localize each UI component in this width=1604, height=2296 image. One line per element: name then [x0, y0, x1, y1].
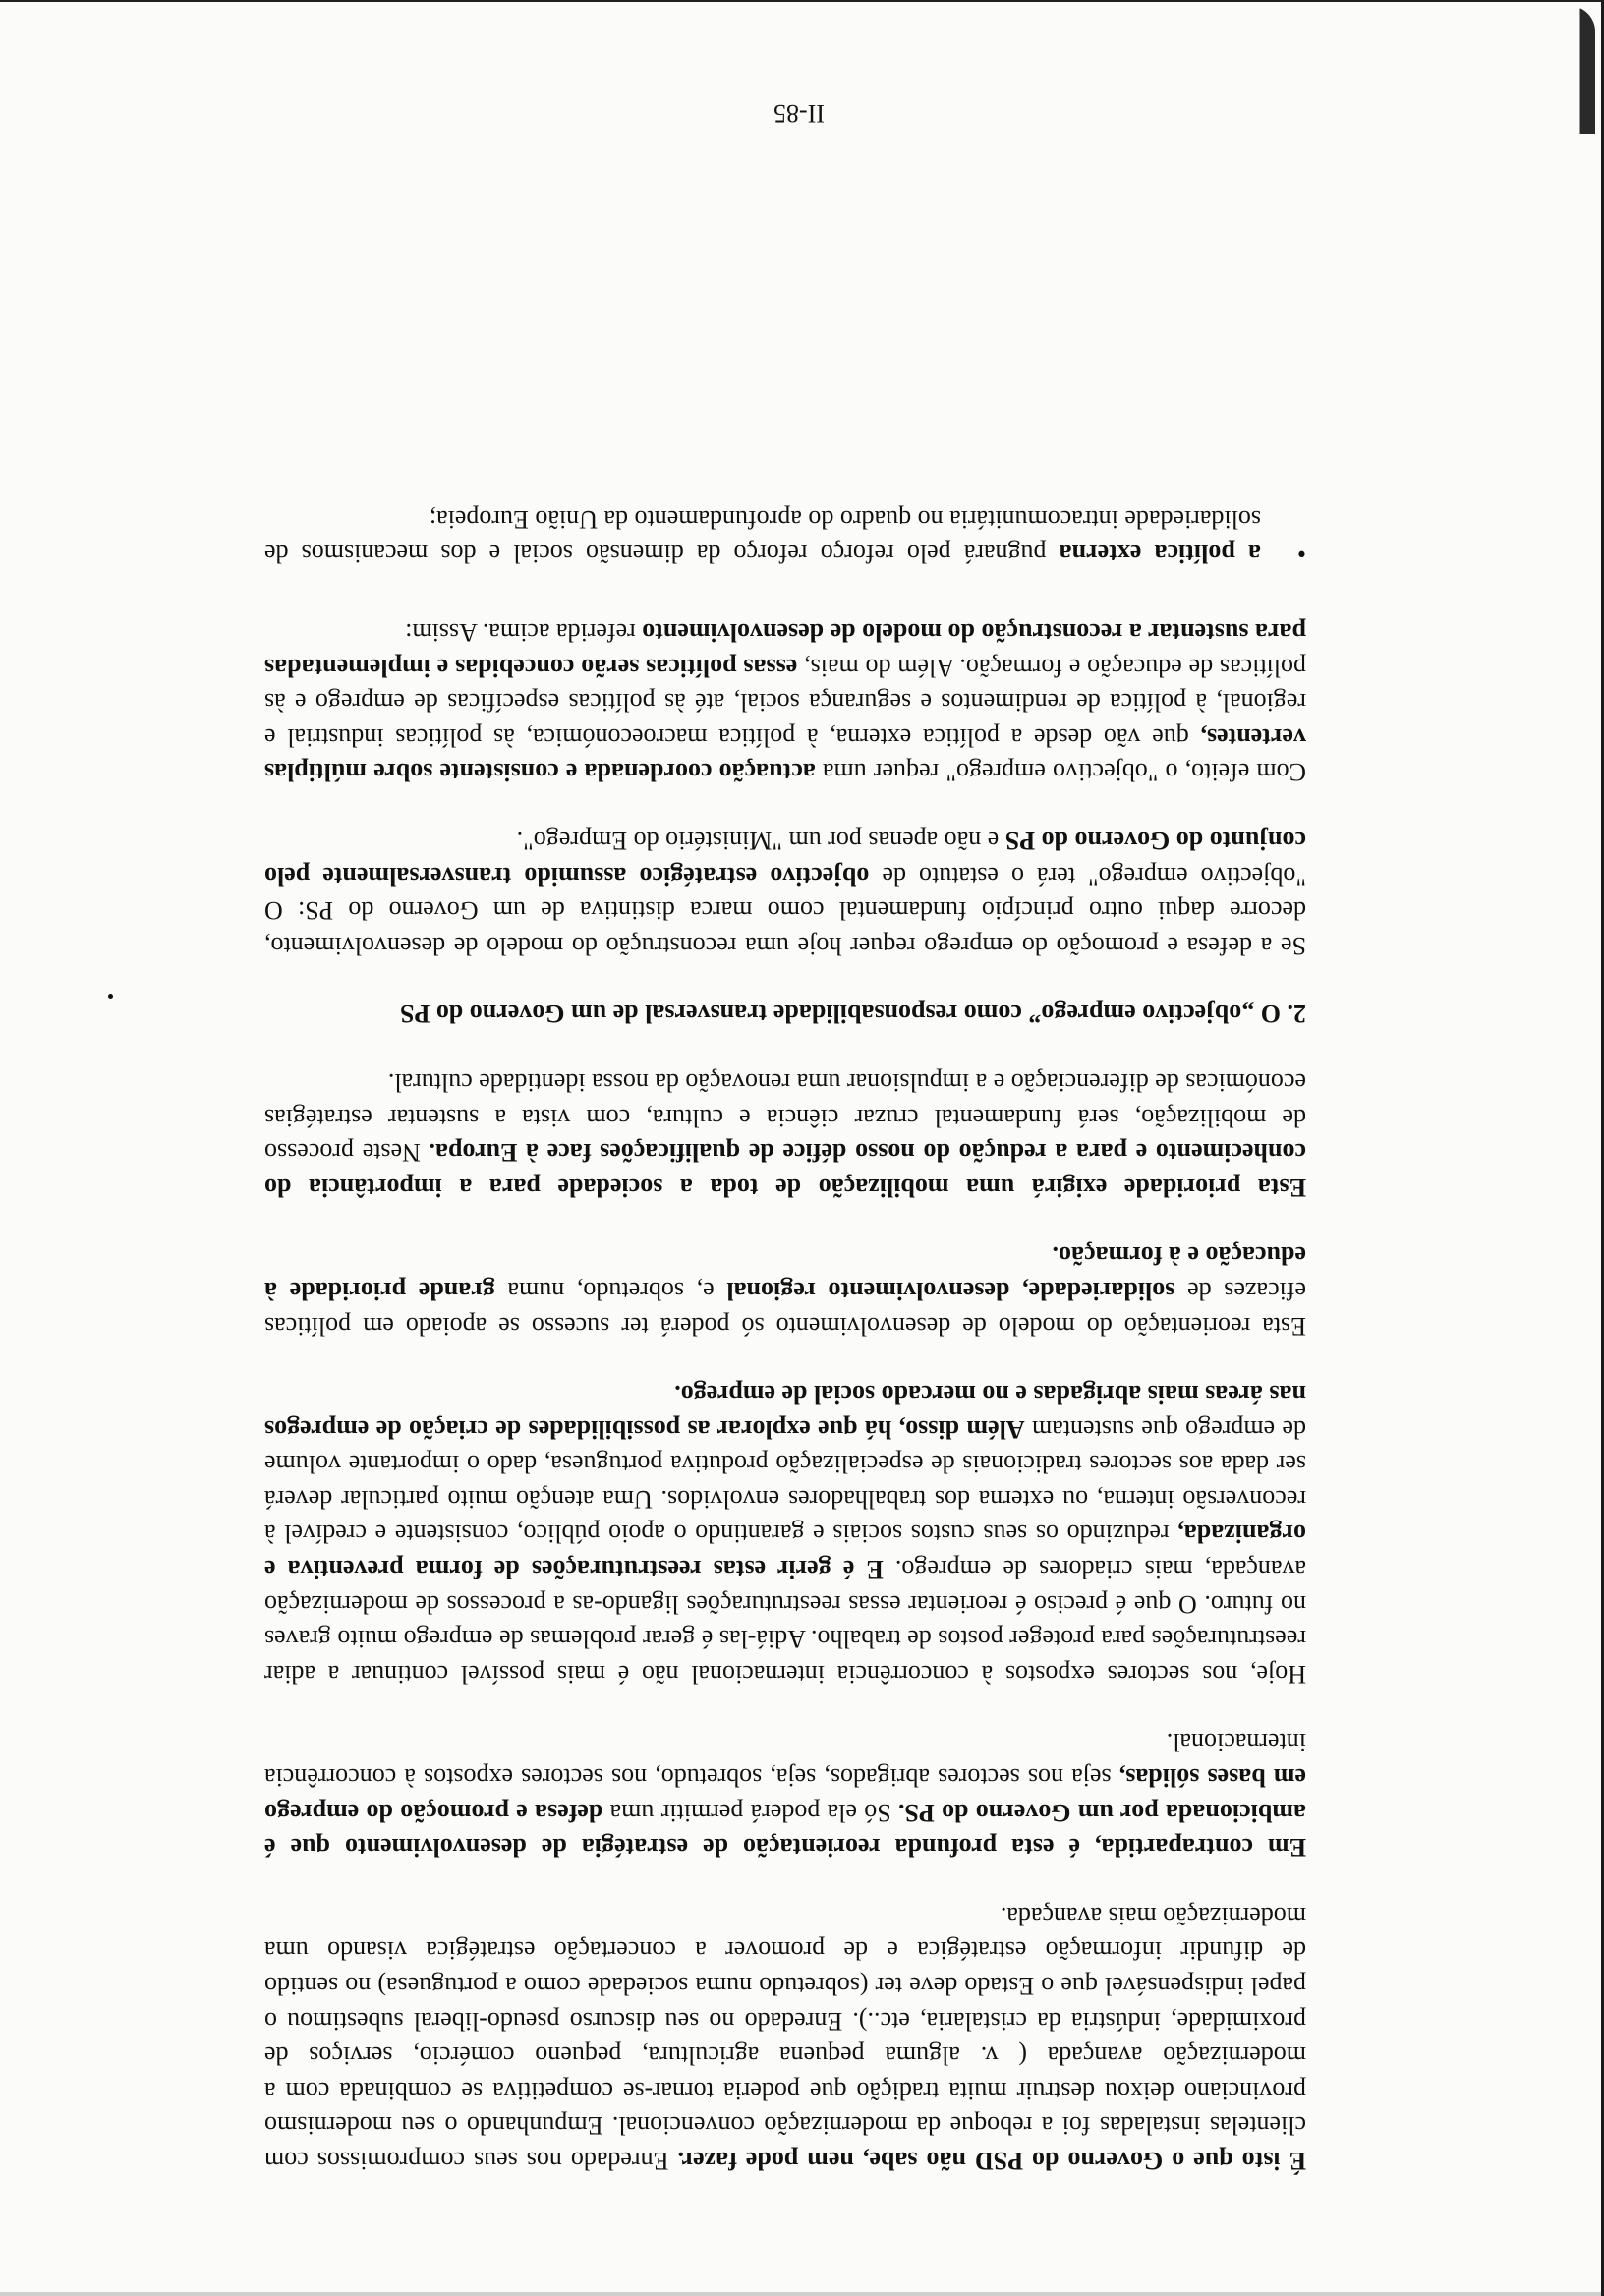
paragraph: [264, 1898, 1306, 2178]
paragraph: [264, 1238, 1306, 1344]
text-run: Hoje, nos sectores expostos à concorrência internacional não é mais possível continuar a adiar reestruturações para proteger postos de trabalho. Adiá-las é gerar problemas de emprego muito graves no futuro. O que é preciso é reorientar essas reestruturações ligando-as a processos de modernização avançada, mais criadores de emprego.: [264, 1555, 1306, 1689]
bold-text-run: Além disso, há que explorar as possibilidades de criação de empregos nas áreas mais abrigadas e no mercado social de emprego.: [263, 1380, 1306, 1444]
text-run: que vão desde a política externa, à política macroeconómica, às políticas industrial e regional, à política de rendimentos e segurança social, até às políticas específicas de emprego e às políticas de educação e formação. Além do mais,: [264, 653, 1306, 752]
bold-text-run: objectivo estratégico assumido transversalmente pelo conjunto do Governo do PS: [264, 827, 1306, 890]
text-run: seja nos sectores abrigados, seja, sobretudo, nos sectores expostos à concorrência internacional.: [264, 1728, 1306, 1793]
scan-speck: [108, 994, 113, 999]
text-run: Enredado nos seus compromissos com clientelas instaladas foi a reboque da modernização convencional. Empunhando o seu modernismo provinciano deixou destruir muita tradição que poderia tornar-se competitiva se combinada com a modernização avançada ( v. alguma pequena agricultura, pequeno comércio, serviços de proximidade, indústria da cristalaria, etc..). Enredado no seu discurso pseudo-liberal subestimou o papel indispensável que o Estado deve ter (sobretudo numa sociedade como a portuguesa) no sentido de difundir informação estratégica e de promover a concertação estratégica visando uma modernização mais avançada.: [264, 1901, 1306, 2175]
text-run: Se a defesa e promoção do emprego requer hoje uma reconstrução do modelo de desenvolvimento, decorre daqui outro princípio fundamental como marca distintiva de um Governo do PS: O "objectivo emprego" terá o estatuto de: [264, 861, 1306, 960]
text-run: Só ela poderá permitir uma: [602, 1798, 898, 1827]
bold-text-run: É isto que o Governo do PSD não sabe, nem pode fazer.: [677, 2147, 1306, 2175]
bullet-text: [264, 501, 1261, 571]
bold-text-run: essas políticas serão concebidas e implementadas para sustentar a reconstrução do modelo de desenvolvimento: [263, 618, 1306, 682]
text-run: e, sobretudo, numa: [494, 1276, 727, 1305]
bullet-item: [264, 501, 1306, 571]
bold-text-run: actuação coordenada e consistente sobre múltiplas vertentes,: [264, 722, 1306, 787]
bold-text-run: a política externa: [1059, 540, 1261, 569]
paragraph: [264, 1064, 1306, 1204]
page-top-edge: [0, 2292, 1601, 2296]
bold-text-run: Esta prioridade exigirá uma mobilização de toda a sociedade para a importância do conhecimento e para a redução do nosso défice de qualificações face à Europa.: [264, 1138, 1306, 1202]
bold-text-run: solidariedade, desenvolvimento regional: [726, 1276, 1175, 1305]
bold-text-run: defesa e promoção do emprego em bases sólidas,: [264, 1763, 1306, 1827]
bold-text-run: Em contrapartida, é esta profunda reorientação de estratégia de desenvolvimento que é ambicionada por um Governo do PS.: [264, 1798, 1306, 1863]
paragraph: [264, 823, 1306, 962]
text-run: pugnará pelo reforço reforço da dimensão social e dos mecanismos de solidariedade intracomunitária no quadro do aprofundamento da União Europeia;: [264, 504, 1261, 569]
text-run: e não apenas por um "Ministério do Emprego".: [516, 827, 1005, 855]
paragraph: [264, 1377, 1306, 1692]
bold-text-run: E é gerir estas reestruturações de forma preventiva e organizada,: [264, 1520, 1306, 1584]
bold-text-run: grande prioridade à educação e à formação.: [264, 1241, 1306, 1305]
text-run: Com efeito, o "objectivo emprego" requer uma: [815, 758, 1306, 787]
section-heading: 2. O „objectivo emprego” como responsabilidade transversal de um Governo do PS: [399, 1000, 1306, 1029]
text-run: Esta reorientação do modelo de desenvolvimento só poderá ter sucesso se apoiado em políticas eficazes de: [264, 1276, 1306, 1341]
text-run: referida acima. Assim:: [405, 618, 643, 648]
paragraph: [264, 614, 1306, 789]
text-run: reduzindo os seus custos sociais e garantindo o apoio público, consistente e credível à reconversão interna, ou externa dos trabalhadores envolvidos. Uma atenção muito particular deverá ser dada aos sectores tradicionais de especialização produtiva portuguesa, dado o importante volume de emprego que sustentam: [264, 1414, 1306, 1549]
paragraph: [264, 1725, 1306, 1865]
page-number: II-85: [773, 99, 825, 128]
bullet-icon: •: [1296, 540, 1306, 569]
text-run: Neste processo de mobilização, será fundamental cruzar ciência e cultura, com vista a sustentar estratégias económicas de diferenciação e a impulsionar uma renovação da nossa identidade cultural.: [264, 1067, 1306, 1168]
document-body: [264, 501, 1306, 2178]
